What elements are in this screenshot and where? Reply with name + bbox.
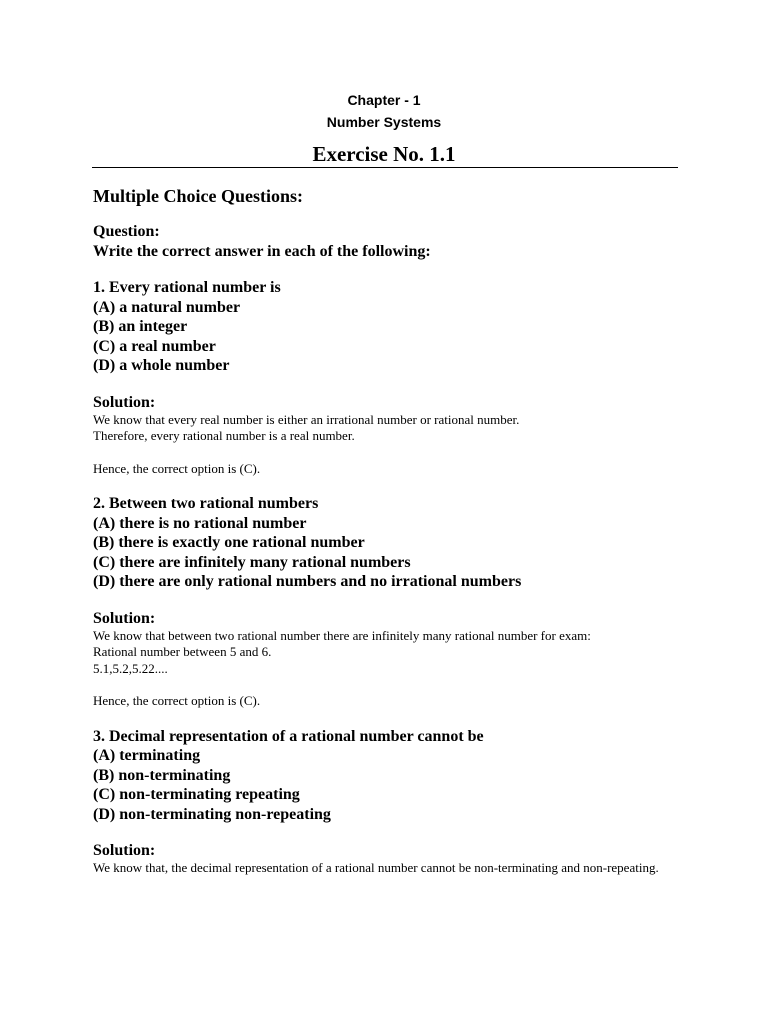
option-b: (B) there is exactly one rational number xyxy=(93,534,365,551)
solution-line: We know that every real number is either an irrational number or rational number. xyxy=(93,411,520,427)
section-heading: Multiple Choice Questions: xyxy=(93,186,303,206)
chapter-title: Number Systems xyxy=(326,114,442,130)
question-3 xyxy=(93,727,676,825)
chapter-label: Chapter - 1 xyxy=(347,92,421,108)
option-c: (C) there are infinitely many rational numbers xyxy=(93,553,411,571)
option-d: (D) there are only rational numbers and no irrational numbers xyxy=(93,573,522,590)
solution-label: Solution: xyxy=(93,393,156,411)
solution-line: We know that, the decimal representation of a rational number cannot be non-terminating and non-repeating. xyxy=(93,860,659,875)
solution-line: Rational number between 5 and 6. xyxy=(93,644,272,659)
option-d: (D) a whole number xyxy=(93,357,230,374)
instruction-label: Question: xyxy=(93,223,160,240)
solution-3 xyxy=(93,841,676,877)
question-2 xyxy=(93,494,676,592)
option-d: (D) non-terminating non-repeating xyxy=(93,805,331,823)
option-a: (A) a natural number xyxy=(93,298,241,316)
solution-label: Solution: xyxy=(93,609,156,627)
solution-line: Therefore, every rational number is a real number. xyxy=(93,428,355,443)
option-b: (B) non-terminating xyxy=(93,766,231,784)
option-c: (C) non-terminating repeating xyxy=(93,786,300,803)
title-divider xyxy=(92,167,678,168)
solution-line: 5.1,5.2,5.22.... xyxy=(93,660,168,676)
solution-conclusion: Hence, the correct option is (C). xyxy=(93,460,261,476)
instruction-text: Write the correct answer in each of the following: xyxy=(93,242,431,260)
solution-1 xyxy=(93,393,676,478)
option-c: (C) a real number xyxy=(93,337,216,355)
instruction-block xyxy=(93,222,676,261)
question-text: 1. Every rational number is xyxy=(93,279,281,296)
solution-line: We know that between two rational number there are infinitely many rational number for exam: xyxy=(93,627,591,643)
question-text: 2. Between two rational numbers xyxy=(93,495,319,512)
option-b: (B) an integer xyxy=(93,318,188,335)
solution-label: Solution: xyxy=(93,842,156,859)
option-a: (A) there is no rational number xyxy=(93,514,307,532)
document-body xyxy=(93,184,676,894)
question-text: 3. Decimal representation of a rational number cannot be xyxy=(93,727,484,745)
exercise-title: Exercise No. 1.1 xyxy=(312,142,456,166)
option-a: (A) terminating xyxy=(93,747,201,764)
solution-2 xyxy=(93,609,676,710)
question-1 xyxy=(93,278,676,376)
solution-conclusion: Hence, the correct option is (C). xyxy=(93,693,261,708)
